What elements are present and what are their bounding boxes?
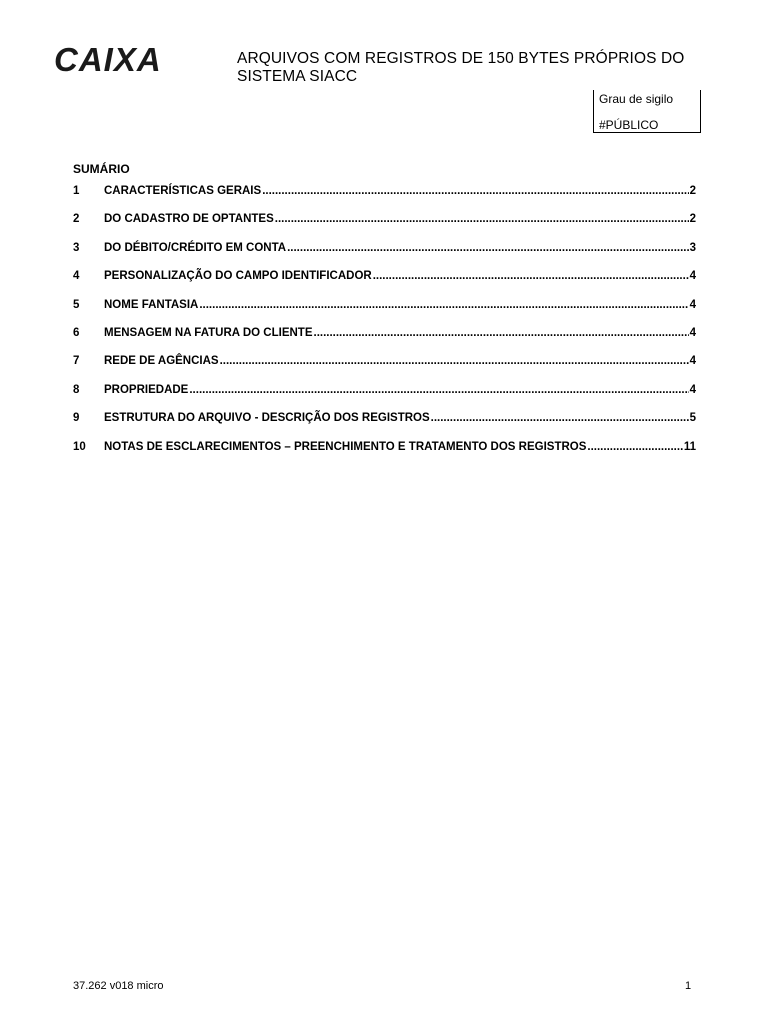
- toc-entry[interactable]: [73, 213, 696, 241]
- classification-box: [593, 90, 701, 133]
- toc-entry-title: NOTAS DE ESCLARECIMENTOS – PREENCHIMENTO E TRATAMENTO DOS REGISTROS: [104, 440, 587, 453]
- toc-entry-title: CARACTERÍSTICAS GERAIS: [104, 185, 262, 197]
- caixa-logo: [54, 44, 184, 74]
- toc-entry-number: 8: [73, 383, 80, 396]
- toc-entry-number: 9: [73, 412, 80, 425]
- toc-entry-number: 3: [73, 241, 80, 254]
- footer-page-number: 1: [685, 980, 692, 992]
- toc-entry-title: MENSAGEM NA FATURA DO CLIENTE: [104, 326, 313, 339]
- classification-label: Grau de sigilo: [599, 92, 674, 106]
- toc-entry[interactable]: [73, 355, 696, 383]
- toc-entry-number: 5: [73, 298, 80, 311]
- toc-dot-leader: [189, 384, 688, 396]
- toc-dot-leader: [199, 299, 688, 311]
- toc-entry-page: 4: [689, 355, 696, 368]
- svg-text:CAIXA: CAIXA: [54, 44, 162, 74]
- table-of-contents: [73, 185, 696, 469]
- toc-dot-leader: [287, 242, 689, 254]
- document-title: ARQUIVOS COM REGISTROS DE 150 BYTES PRÓPRIOS DO SISTEMA SIACC: [237, 50, 685, 85]
- toc-entry[interactable]: [73, 299, 696, 327]
- toc-entry[interactable]: [73, 412, 696, 440]
- toc-dot-leader: [262, 185, 688, 197]
- toc-entry-title: DO CADASTRO DE OPTANTES: [104, 213, 274, 226]
- toc-entry-page: 4: [689, 298, 696, 311]
- toc-dot-leader: [314, 327, 689, 339]
- toc-entry-page: 4: [689, 270, 696, 283]
- toc-entry-number: 4: [73, 270, 80, 283]
- toc-entry[interactable]: [73, 327, 696, 355]
- classification-value: #PÚBLICO: [599, 118, 659, 132]
- toc-entry[interactable]: [73, 384, 696, 412]
- toc-entry-page: 2: [689, 185, 696, 197]
- toc-entry-title: DO DÉBITO/CRÉDITO EM CONTA: [104, 241, 287, 254]
- toc-entry[interactable]: [73, 441, 696, 469]
- toc-dot-leader: [373, 270, 689, 282]
- toc-entry-number: 1: [73, 185, 80, 197]
- toc-entry[interactable]: [73, 242, 696, 270]
- toc-entry-page: 5: [689, 412, 696, 425]
- toc-entry-page: 3: [689, 241, 696, 254]
- toc-entry-page: 11: [683, 440, 696, 453]
- toc-entry[interactable]: [73, 185, 696, 213]
- toc-dot-leader: [220, 355, 689, 367]
- toc-entry-title: PERSONALIZAÇÃO DO CAMPO IDENTIFICADOR: [104, 270, 372, 283]
- toc-entry-page: 4: [689, 383, 696, 396]
- toc-dot-leader: [275, 213, 689, 225]
- toc-heading: SUMÁRIO: [73, 162, 130, 176]
- toc-dot-leader: [587, 441, 682, 453]
- toc-entry-title: NOME FANTASIA: [104, 298, 199, 311]
- footer-doc-code: 37.262 v018 micro: [73, 980, 164, 992]
- toc-entry-page: 2: [689, 213, 696, 226]
- toc-entry-number: 7: [73, 355, 80, 368]
- toc-entry-title: ESTRUTURA DO ARQUIVO - DESCRIÇÃO DOS REGISTROS: [104, 412, 430, 425]
- toc-entry-page: 4: [689, 326, 696, 339]
- toc-entry-number: 10: [73, 440, 86, 453]
- toc-entry-number: 2: [73, 213, 80, 226]
- toc-dot-leader: [431, 412, 689, 424]
- toc-entry-number: 6: [73, 326, 80, 339]
- toc-entry-title: REDE DE AGÊNCIAS: [104, 355, 219, 368]
- toc-entry[interactable]: [73, 270, 696, 298]
- toc-entry-title: PROPRIEDADE: [104, 383, 189, 396]
